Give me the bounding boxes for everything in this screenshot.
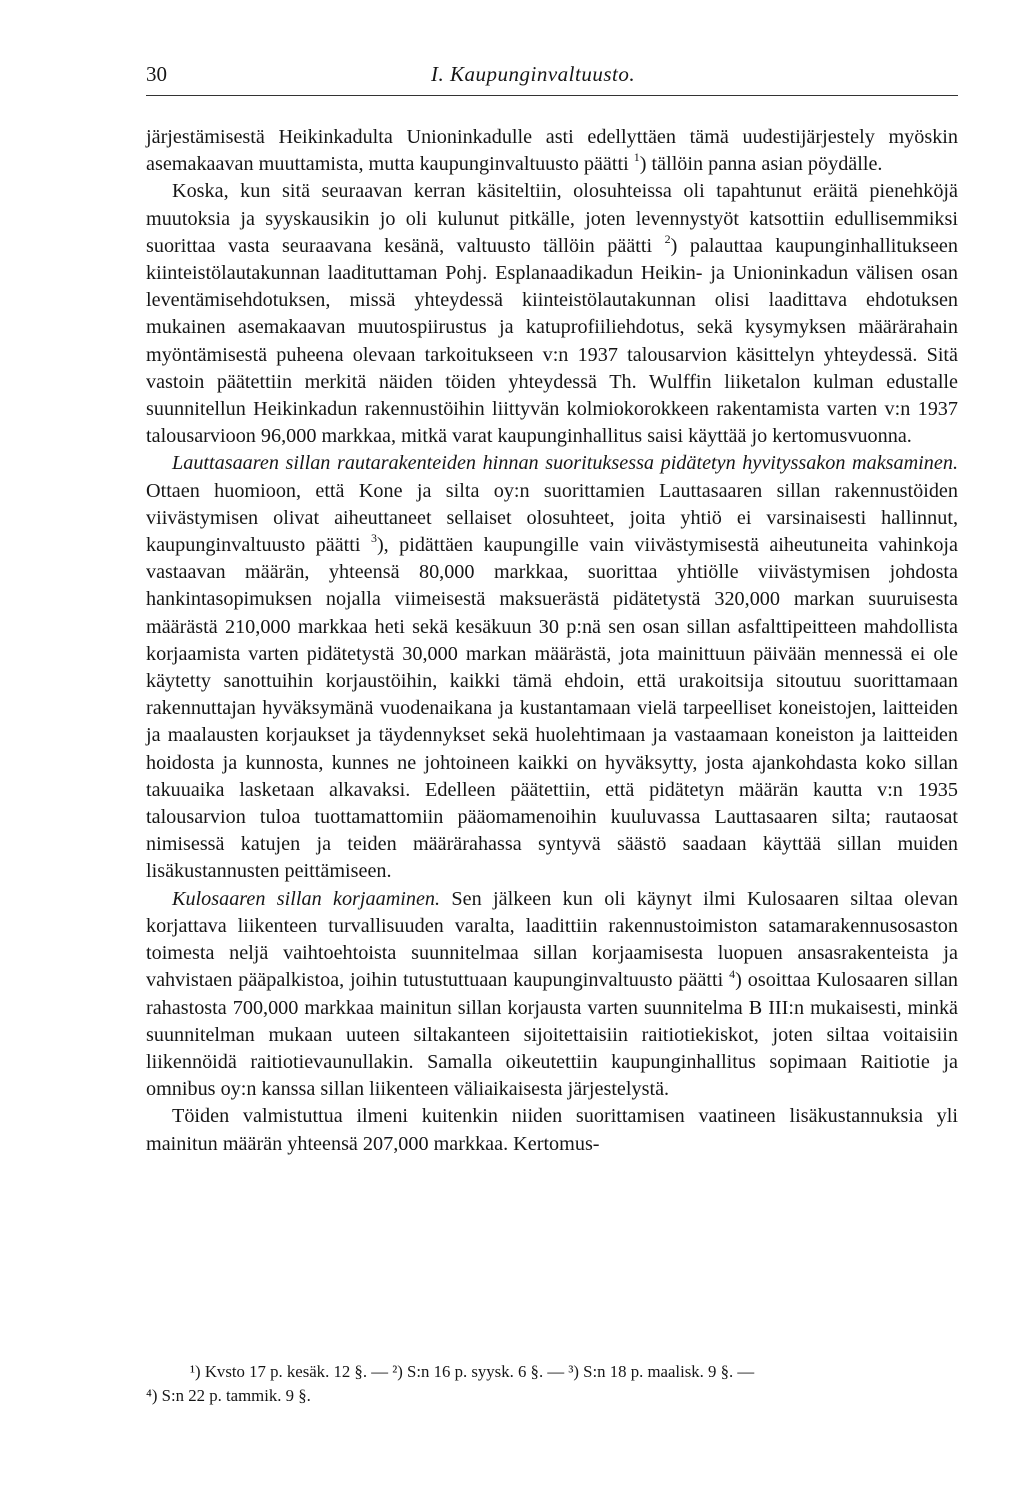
footnote-ref: 1 [633,150,640,165]
paragraph-text: Ottaen huomioon, että Kone ja silta oy:n suorittamien Lauttasaaren sillan rakennustöiden viivästymisen olivat aiheuttaneet sellaiset olosuhteet, joita yhtiö ei varsinaisesti hallinnut, kaupunginvaltuusto päätti [146,479,958,557]
paragraph-text: ), pidättäen kaupungille vain viivästymisestä aiheutuneita vahinkoja vastaavan määrän, yhteensä 80,000 markkaa, suorittaa yhtiölle viivästymisen johdosta hankintasopimuksen nojalla viimeisestä maksuerästä pidätetystä 320,000 markan suuruisesta määrästä 210,000 markkaa heti sekä kesäkuun 30 p:nä sen osan sillan asfalttipeitteen mahdollista korjaamista varten pidätetystä 30,000 markan määrästä, jota mainittuun päivään mennessä ei ole käytetty sanottuihin korjaustöihin, kaikki tämä ehdoin, että urakoitsija sitoutuu suorittamaan rakennuttajan hyväksymänä vuodenaikana ja kustantamaan vielä tarpeelliset koneistojen, laitteiden ja maalausten korjaukset ja täydennykset sekä huolehtimaan ja vastaamaan koneiston ja laitteiden hoidosta ja kunnosta, kunnes ne johtoineen kaikki on hyväksytty, josta ajankohdasta koko sillan takuuaika lasketaan alkavaksi. Edelleen päätettiin, että pidätetyn määrän kautta v:n 1935 talousarvion tuloa tuottamattomiin pääomamenoihin kuuluvassa Lauttasaaren silta; rautaosat nimisessä katujen ja teiden määrärahassa syntyvä säästö saadaan käyttää sillan muiden lisäkustannusten peittämiseen. [146,534,959,883]
paragraph-text: ) tällöin panna asian pöydälle. [639,153,883,176]
footnote-ref: 4 [729,966,736,981]
footnote-ref: 3 [370,531,377,546]
page-header [146,62,956,90]
section-heading: Kulosaaren sillan korjaaminen. [172,887,441,910]
section-heading: Lauttasaaren sillan rautarakenteiden hinnan suorituksessa pidätetyn hyvityssakon maksaminen. [172,452,958,475]
page-number: 30 [146,62,167,86]
paragraph-text: Koska, kun sitä seuraavan kerran käsiteltiin, olosuhteissa oli tapahtunut eräitä pienehköjä muutoksia ja syyskausikin jo oli kulunut pitkälle, joten levennystyöt katsottiin edullisemmiksi suorittaa vasta seuraavana kesänä, valtuusto tällöin päätti [146,180,958,257]
footnotes [146,1360,958,1408]
paragraph [146,886,958,1104]
paragraph-text: Sen jälkeen kun oli käynyt ilmi Kulosaaren siltaa olevan korjattava liikenteen turvallisuuden varalta, laadittiin rakennustoimiston satamarakennusosaston toimesta neljä vaihtoehtoista suunnitelmaa sillan korjaamisesta luopuen ansasrakenteista ja vahvistaen pääpalkistoa, joihin tutustuttuaan kaupunginvaltuusto päätti [146,887,958,992]
footnote-line: ¹) Kvsto 17 p. kesäk. 12 §. — ²) S:n 16 p. syysk. 6 §. — ³) S:n 18 p. maalisk. 9 §. — [190,1362,755,1381]
footnote-line: ⁴) S:n 22 p. tammik. 9 §. [146,1386,311,1405]
paragraph-text: ) osoittaa Kulosaaren sillan rahastosta 700,000 markkaa mainitun sillan korjausta varten suunnitelma B III:n mukaisesti, minkä suunnitelman mukaan uuteen siltakanteen sijoitettaisiin raitiotiekiskot, joten siltaa voitaisiin liikennöidä raitiotievaunullakin. Samalla oikeutettiin kaupunginhallitus sopimaan Raitiotie ja omnibus oy:n kanssa sillan liikenteen väliaikaisesta järjestelystä. [146,969,959,1101]
paragraph-text: järjestämisestä Heikinkadulta Unioninkadulle asti edellyttäen tämä uudestijärjestely myöskin asemakaavan muuttamista, mutta kaupunginvaltuusto päätti [146,126,958,176]
paragraph [146,450,958,885]
paragraph-text: ) palauttaa kaupunginhallitukseen kiinteistölautakunnan laadituttaman Pohj. Esplanaadikadun Heikin- ja Unioninkadun välisen osan leventämisehdotuksen, missä yhteydessä kiinteistölautakunnan olisi laadittava ehdotuksen mukainen asemakaavan muutospiirustus ja katuprofiiliehdotus, sekä kysymyksen määrärahain myöntämisestä puheena olevaan tarkoitukseen v:n 1937 talousarvion käsittelyn yhteydessä. Sitä vastoin päätettiin merkitä näiden töiden yhteydessä Th. Wulffin liiketalon kulman edustalle suunnitellun Heikinkadun rakennustöihin liittyvän kolmiokorokkeen rakentamista varten v:n 1937 talousarvioon 96,000 markkaa, mitkä varat kaupunginhallitus saisi käyttää jo kertomusvuonna. [146,234,958,448]
paragraph [146,1103,958,1157]
footnote-ref: 2 [664,232,671,247]
paragraph [146,178,958,450]
paragraph-text: Töiden valmistuttua ilmeni kuitenkin niiden suorittamisen vaatineen lisäkustannuksia yli mainitun määrän yhteensä 207,000 markkaa. Kertomus- [146,1105,958,1155]
body-text [146,124,958,1158]
running-title: I. Kaupunginvaltuusto. [431,62,636,86]
header-rule [146,95,958,96]
paragraph [146,124,958,178]
